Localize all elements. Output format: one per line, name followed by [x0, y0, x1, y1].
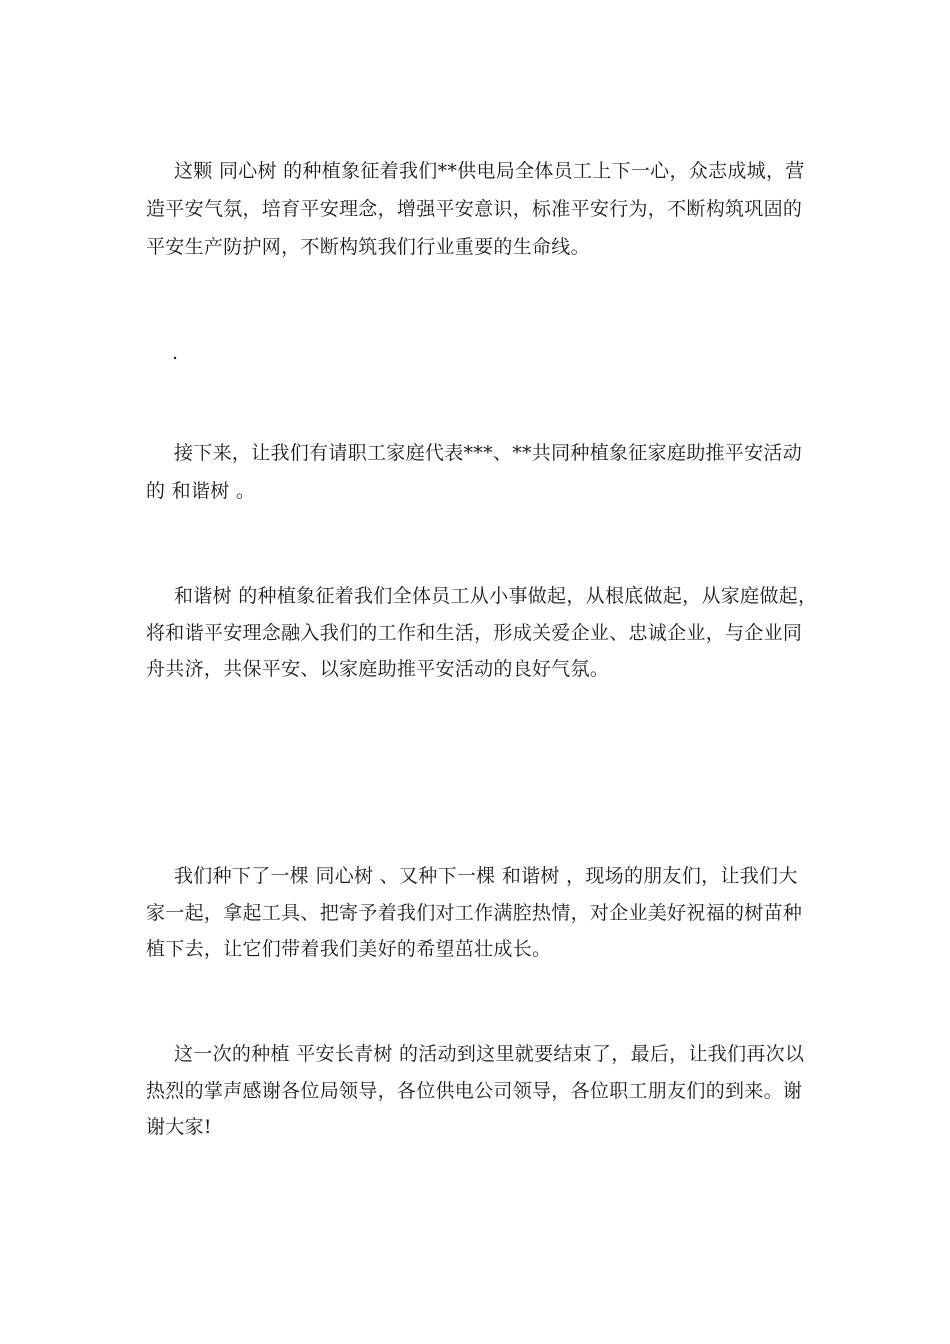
paragraph-3-line-1: 和谐树 的种植象征着我们全体员工从小事做起，从根底做起，从家庭做起， [174, 585, 818, 607]
paragraph-1-line-2: 造平安气氛，培育平安理念，增强平安意识，标准平安行为，不断构筑巩固的 [146, 198, 803, 220]
separator-dot: . [172, 342, 179, 364]
paragraph-4-line-2: 家一起，拿起工具、把寄予着我们对工作满腔热情，对企业美好祝福的树苗种 [146, 902, 803, 924]
paragraph-2-line-2: 的 和谐树 。 [146, 480, 256, 502]
paragraph-5-line-3: 谢大家! [146, 1116, 212, 1138]
paragraph-1-line-1: 这颗 同心树 的种植象征着我们**供电局全体员工上下一心，众志成城，营 [174, 160, 805, 182]
paragraph-4-line-3: 植下去，让它们带着我们美好的希望茁壮成长。 [146, 938, 552, 960]
paragraph-1-line-3: 平安生产防护网，不断构筑我们行业重要的生命线。 [146, 236, 590, 258]
paragraph-3-line-3: 舟共济，共保平安、以家庭助推平安活动的良好气氛。 [146, 658, 610, 680]
paragraph-5-line-1: 这一次的种植 平安长青树 的活动到这里就要结束了，最后，让我们再次以 [174, 1043, 805, 1065]
paragraph-5-line-2: 热烈的掌声感谢各位局领导，各位供电公司领导，各位职工朋友们的到来。谢 [146, 1080, 803, 1102]
paragraph-2-line-1: 接下来，让我们有请职工家庭代表***、**共同种植象征家庭助推平安活动 [174, 442, 803, 464]
paragraph-4-line-1: 我们种下了一棵 同心树 、又种下一棵 和谐树 ，现场的朋友们，让我们大 [174, 865, 798, 887]
paragraph-3-line-2: 将和谐平安理念融入我们的工作和生活，形成关爱企业、忠诚企业，与企业同 [146, 622, 803, 644]
